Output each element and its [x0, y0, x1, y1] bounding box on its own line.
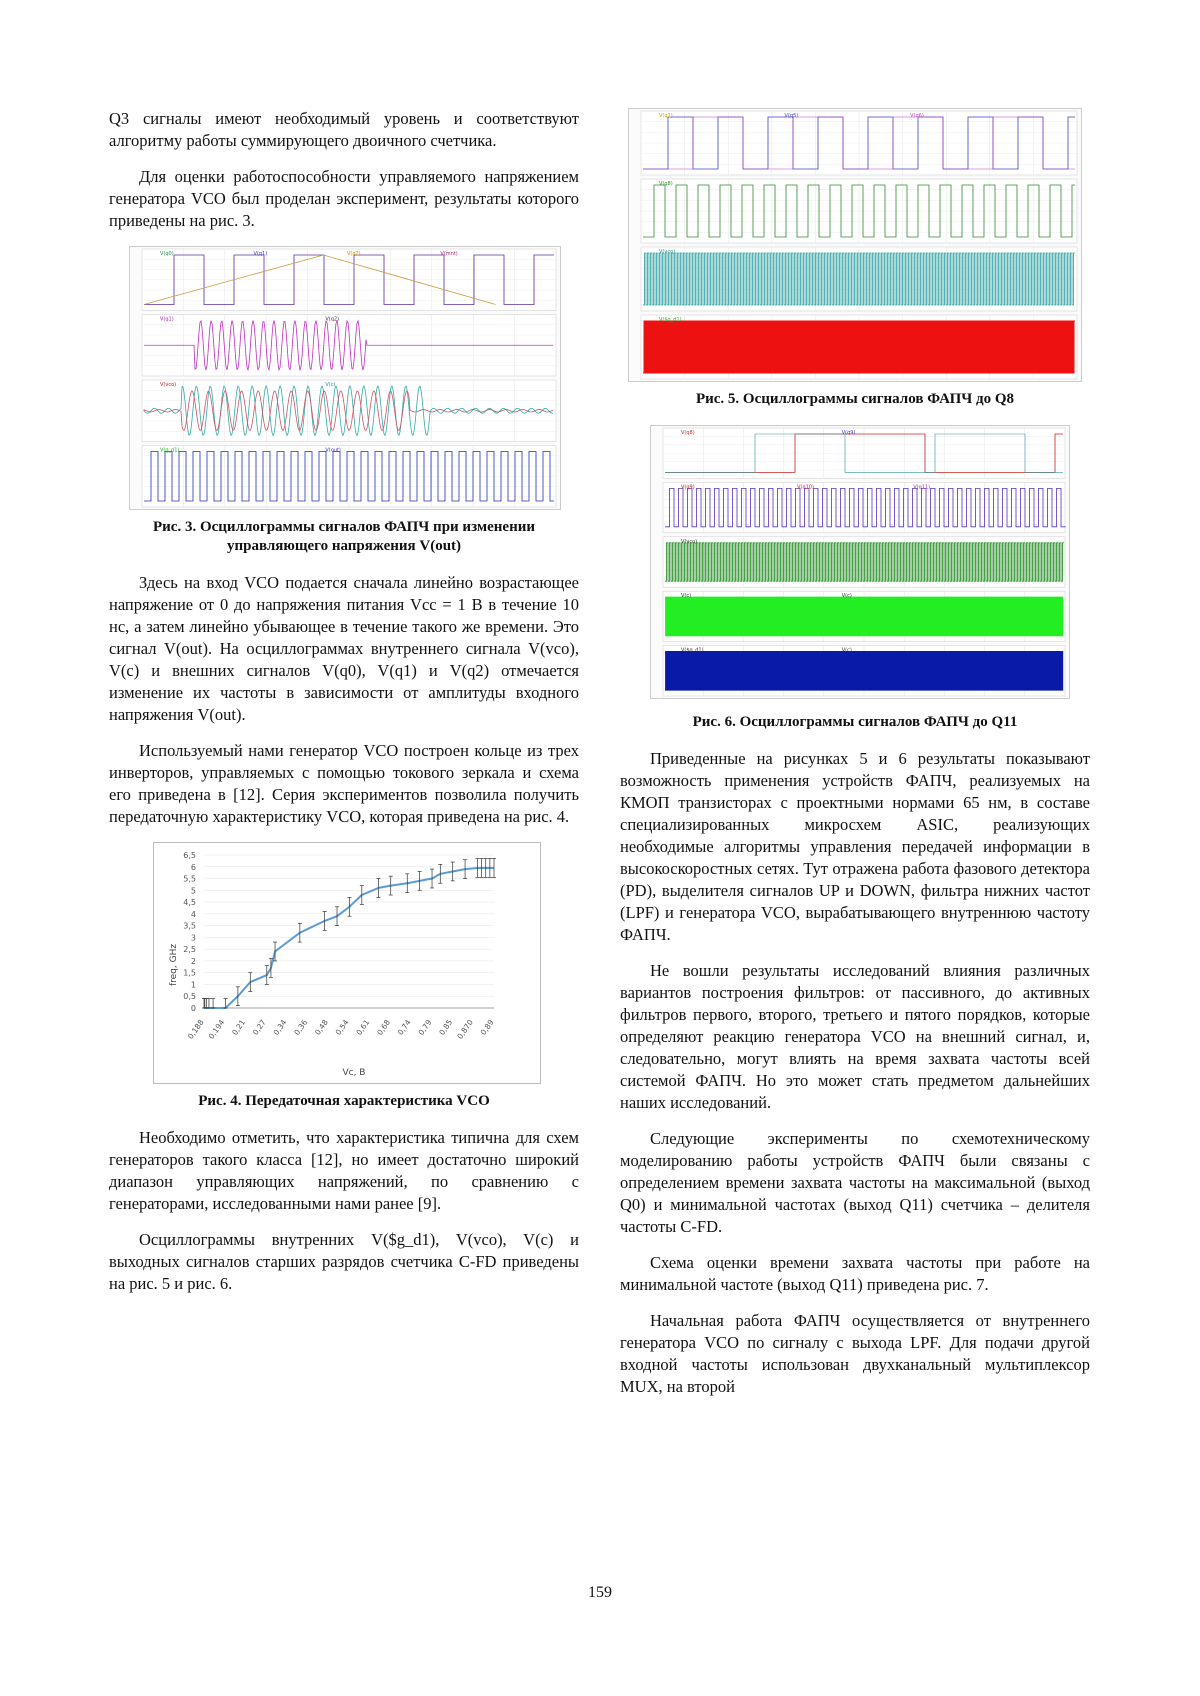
vco-transfer-chart: [154, 843, 540, 1083]
fig5-plot: [629, 109, 1081, 381]
fig6-plot: [651, 426, 1069, 698]
waveform-trace: [665, 652, 1063, 690]
paragraph: Не вошли результаты исследований влияния различных вариантов построения фильтров: от пассивного, до активных фильтров первого, второго, третьего и пятого порядков, которые определяют реакцию генератора VCO на внешний сигнал, и, следовательно, могут влиять на время захвата частоты всей системой ФАПЧ. Но это может стать предметом дальнейших наших исследований.: [620, 961, 1090, 1112]
channel-label: V(q5): [784, 113, 799, 119]
paragraph: Здесь на вход VCO подается сначала линейно возрастающее напряжение от 0 до напряжения питания Vcc = 1 В в течение 10 нс, а затем линейно убывающее в течение такого же времени. Это сигнал V(out). На осциллограммах внутреннего сигнала V(vco), V(c) и внешних сигналов V(q0), V(q1) и V(q2) отмечается изменение их частоты в зависимости от амплитуды входного напряжения V(out).: [109, 573, 579, 724]
paragraph: Используемый нами генератор VCO построен кольце из трех инверторов, управляемых с помощью токового зеркала и схема его приведена в [12]. Серия экспериментов позволила получить передаточную характеристику VCO, которая приведена на рис. 4.: [109, 741, 579, 826]
page-number: 159: [588, 1584, 612, 1601]
figure-3-oscillogram: [129, 246, 561, 510]
chart-series-line: [204, 868, 494, 1008]
waveform-trace: [665, 543, 1064, 581]
paragraph: Следующие эксперименты по схемотехническому моделированию работы устройств ФАПЧ были связаны с определением времени захвата частоты на максимальной (выход Q0) и минимальной частотах (выход Q11) счетчика – делителя частоты C-FD.: [620, 1129, 1090, 1236]
paragraph: Начальная работа ФАПЧ осуществляется от внутреннего генератора VCO по сигналу с выхода LPF. Для подачи другой входной частоты использован двухканальный мультиплексор MUX, на второй: [620, 1311, 1090, 1396]
left-column: [109, 108, 579, 1309]
fig3-plot: [130, 247, 560, 509]
channel-label: V(q9): [841, 430, 856, 436]
chart-y-tick: 3,5: [183, 921, 196, 931]
chart-y-tick: 4: [190, 909, 196, 919]
chart-x-tick: 0,74: [395, 1017, 413, 1037]
channel-label: V(q1): [659, 113, 673, 119]
channel-label: V(c): [841, 647, 852, 654]
waveform-trace: [643, 321, 1075, 373]
chart-y-tick: 1: [190, 980, 196, 990]
chart-y-tick: 6,5: [183, 851, 196, 860]
chart-x-tick: 0,36: [292, 1017, 310, 1037]
chart-x-tick: 0,27: [250, 1017, 268, 1037]
chart-x-tick: 0,54: [333, 1017, 351, 1037]
paragraph: Осциллограммы внутренних V($g_d1), V(vco), V(c) и выходных сигналов старших разрядов счетчика C-FD приведены на рис. 5 и рис. 6.: [109, 1230, 579, 1293]
channel-label: V(q0): [160, 251, 174, 257]
channel-label: V(q2): [325, 316, 340, 323]
chart-y-tick: 2: [190, 956, 196, 966]
waveform-trace: [665, 597, 1063, 635]
channel-label: V(q8): [659, 181, 673, 187]
chart-x-tick: 0,870: [455, 1017, 475, 1041]
figure-4-chart: [153, 842, 541, 1084]
waveform-trace: [643, 253, 1075, 305]
paragraph: Для оценки работоспособности управляемого напряжением генератора VCO был проделан эксперимент, результаты которого приведены на рис. 3.: [109, 167, 579, 230]
channel-label: V($g_d1): [659, 317, 682, 323]
paragraph: Приведенные на рисунках 5 и 6 результаты показывают возможность применения устройств ФАПЧ, реализуемых на КМОП транзисторах с проектными нормами 65 нм, в составе специализированных микросхем ASIC, реализующих необходимые алгоритмы управления передачей информации в высокоскоростных сетях. Тут отражена работа фазового детектора (PD), выделителя сигналов UP и DOWN, фильтра нижних частот (LPF) и генератора VCO, вырабатывающего внутреннюю частоту ФАПЧ.: [620, 749, 1090, 944]
chart-y-label: freq, GHz: [169, 943, 179, 987]
channel-label: V(vco): [160, 382, 177, 388]
chart-x-tick: 0,89: [478, 1017, 496, 1037]
chart-x-tick: 0,79: [416, 1017, 434, 1037]
channel-label: V(vco): [659, 249, 676, 255]
channel-label: V(q2): [346, 251, 361, 257]
channel-label: V(out): [325, 447, 341, 454]
chart-x-tick: 0,61: [354, 1017, 372, 1037]
paragraph: Q3 сигналы имеют необходимый уровень и соответствуют алгоритму работы суммирующего двоичного счетчика.: [109, 109, 579, 150]
channel-label: V(q6): [910, 113, 924, 119]
channel-label: V(g_d1): [160, 447, 180, 454]
channel-label: V(q1): [253, 251, 268, 257]
channel-label: V(c): [325, 382, 336, 388]
paragraph: Схема оценки времени захвата частоты при работе на минимальной частоте (выход Q11) приведена рис. 7.: [620, 1253, 1090, 1294]
chart-y-tick: 5: [190, 886, 196, 896]
chart-y-tick: 2,5: [183, 945, 196, 955]
channel-label: V(q8): [681, 430, 695, 436]
figure-3-caption: Рис. 3. Осциллограммы сигналов ФАПЧ при изменении управляющего напряжения V(out): [153, 519, 535, 554]
figure-6-caption: Рис. 6. Осциллограммы сигналов ФАПЧ до Q11: [692, 714, 1018, 730]
channel-label: V($g_d1): [681, 647, 704, 654]
chart-x-tick: 0,34: [271, 1017, 289, 1037]
channel-label: V(vco): [681, 538, 698, 545]
channel-label: V(q1): [160, 316, 174, 323]
figure-5-oscillogram: [628, 108, 1082, 382]
chart-y-tick: 0,5: [183, 992, 196, 1002]
chart-y-tick: 6: [190, 862, 196, 872]
channel-label: V(c): [681, 593, 692, 600]
chart-x-tick: 0,85: [437, 1017, 455, 1037]
right-column: [620, 108, 1090, 1412]
chart-y-tick: 3: [190, 933, 196, 943]
channel-label: V(mnt): [440, 251, 458, 257]
channel-label: V(q9): [681, 484, 695, 491]
chart-x-tick: 0,194: [206, 1017, 227, 1041]
chart-y-tick: 0: [190, 1004, 196, 1013]
channel-label: V(c): [841, 593, 852, 600]
channel-label: V(q11): [913, 484, 931, 491]
paragraph: Необходимо отметить, что характеристика типична для схем генераторов такого класса [12], но имеет достаточно широкий диапазон управляющих напряжений, по сравнению с генераторами, исследованными нами ранее [9].: [109, 1128, 579, 1213]
chart-x-tick: 0,48: [312, 1017, 330, 1037]
chart-y-tick: 4,5: [183, 898, 196, 908]
chart-x-label: Vc, В: [342, 1068, 366, 1078]
figure-4-caption: Рис. 4. Передаточная характеристика VCO: [198, 1093, 490, 1109]
channel-label: V(q10): [797, 484, 814, 491]
figure-6-oscillogram: [650, 425, 1070, 699]
figure-5-caption: Рис. 5. Осциллограммы сигналов ФАПЧ до Q8: [695, 391, 1015, 407]
chart-y-tick: 5,5: [183, 874, 196, 884]
chart-y-tick: 1,5: [183, 968, 196, 978]
chart-x-tick: 0,188: [185, 1017, 206, 1041]
chart-x-tick: 0,21: [230, 1017, 248, 1037]
chart-x-tick: 0,68: [375, 1017, 393, 1037]
